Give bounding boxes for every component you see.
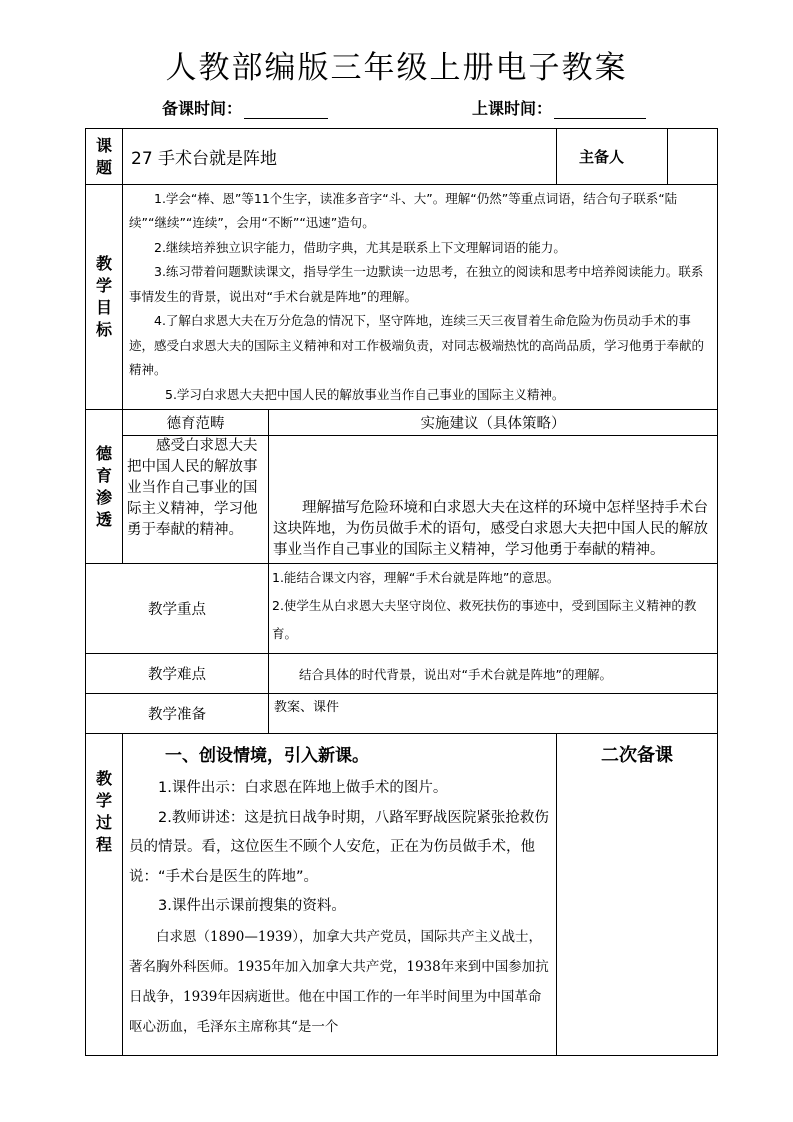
preparation-content: 教案、课件 — [269, 694, 718, 734]
topic-title: 27 手术台就是阵地 — [123, 129, 557, 185]
key-point-item: 1.能结合课文内容，理解“手术台就是阵地”的意思。 — [272, 570, 560, 585]
key-points-row — [86, 564, 718, 654]
moral-label: 德育渗透 — [86, 410, 123, 564]
process-step: 3.课件出示课前搜集的资料。 — [158, 898, 346, 914]
class-time — [472, 96, 646, 119]
moral-suggestion: 理解描写危险环境和白求恩大夫在这样的环境中怎样坚持手术台这块阵地，为伤员做手术的语句，感受白求恩大夫把中国人民的解放事业当作自己事业的国际主义精神，学习他勇于奉献的精神。 — [269, 436, 718, 564]
process-label: 教学过程 — [86, 734, 123, 1056]
objective-item: 1.学会“棒、恩”等11个生字，读准多音字“斗、大”。理解“仍然”等重点词语，结合句子联系“陆续”“继续”“连续”，会用“不断”“迅速”造句。 — [129, 190, 678, 231]
process-step: 1.课件出示：白求恩在阵地上做手术的图片。 — [158, 780, 448, 796]
process-content — [123, 734, 557, 1056]
prep-time-label: 备课时间： — [162, 99, 243, 118]
process-step: 2.教师讲述：这是抗日战争时期，八路军野战医院紧张抢救伤员的情景。看，这位医生不顾个人安危，正在为伤员做手术，他说：“手术台是医生的阵地”。 — [129, 809, 549, 885]
class-time-blank[interactable] — [554, 102, 646, 119]
preparer-label: 主备人 — [557, 129, 668, 185]
objective-item: 2.继续培养独立识字能力，借助字典，尤其是联系上下文理解词语的能力。 — [154, 239, 566, 255]
difficulty-label: 教学难点 — [86, 654, 269, 694]
prep-time-blank[interactable] — [244, 102, 328, 119]
moral-category-header: 德育范畴 — [123, 410, 269, 436]
prep-time — [162, 96, 328, 119]
topic-row — [86, 129, 718, 185]
second-prep-cell[interactable] — [557, 734, 718, 1056]
moral-content-row — [86, 436, 718, 564]
key-points-label: 教学重点 — [86, 564, 269, 654]
objectives-content — [123, 185, 718, 410]
lesson-plan-table — [85, 128, 718, 1056]
moral-header-row — [86, 410, 718, 436]
objective-item: 4.了解白求恩大夫在万分危急的情况下，坚守阵地，连续三天三夜冒着生命危险为伤员动手术的事迹，感受白求恩大夫的国际主义精神和对工作极端负责，对同志极端热忱的高尚品质，学习他勇于奉献的精神。 — [129, 313, 705, 378]
preparation-row — [86, 694, 718, 734]
moral-suggestion-header: 实施建议（具体策略） — [269, 410, 718, 436]
objective-item: 3.练习带着问题默读课文，指导学生一边默读一边思考，在独立的阅读和思考中培养阅读能力。联系事情发生的背景，说出对“手术台就是阵地”的理解。 — [129, 264, 704, 304]
difficulty-row — [86, 654, 718, 694]
objective-item: 5.学习白求恩大夫把中国人民的解放事业当作自己事业的国际主义精神。 — [165, 386, 565, 402]
topic-label: 课题 — [86, 129, 123, 185]
process-row — [86, 734, 718, 1056]
key-points-content — [269, 564, 718, 654]
preparer-value[interactable] — [668, 129, 718, 185]
class-time-label: 上课时间： — [472, 99, 553, 118]
difficulty-content: 结合具体的时代背景，说出对“手术台就是阵地”的理解。 — [269, 654, 718, 694]
objectives-label: 教学目标 — [86, 185, 123, 410]
process-section-heading: 一、创设情境，引入新课。 — [165, 746, 369, 766]
objectives-row — [86, 185, 718, 410]
moral-category: 感受白求恩大夫把中国人民的解放事业当作自己事业的国际主义精神，学习他勇于奉献的精神。 — [123, 436, 269, 564]
preparation-label: 教学准备 — [86, 694, 269, 734]
process-material: 白求恩（1890—1939），加拿大共产党员，国际共产主义战士，著名胸外科医师。1935年加入加拿大共产党，1938年来到中国参加抗日战争，1939年因病逝世。他在中国工作的一年半时间里为中国革命呕心沥血，毛泽东主席称其“是一个 — [129, 928, 549, 1035]
document-title: 人教部编版三年级上册电子教案 — [165, 50, 628, 86]
second-prep-label: 二次备课 — [601, 745, 674, 766]
key-point-item: 2.使学生从白求恩大夫坚守岗位、救死扶伤的事迹中，受到国际主义精神的教育。 — [272, 598, 697, 641]
